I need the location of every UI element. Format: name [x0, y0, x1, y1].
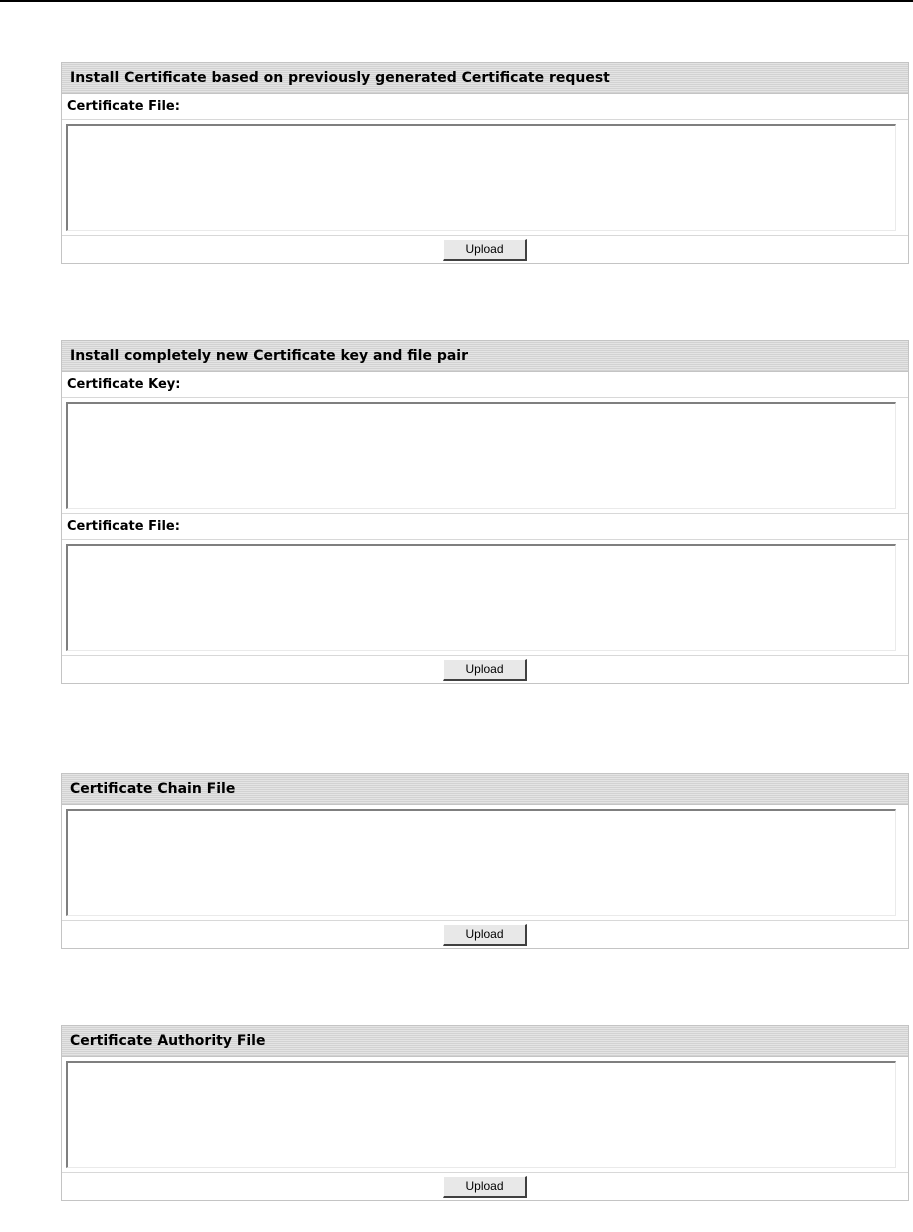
- textarea-cell: [62, 398, 908, 514]
- top-divider: [0, 0, 913, 2]
- certificate-file-textarea[interactable]: [66, 124, 896, 231]
- install-new-key-pair-panel: [61, 340, 909, 684]
- textarea-cell: [62, 120, 908, 236]
- button-row: [62, 1173, 908, 1200]
- panel-title: Install completely new Certificate key and file pair: [62, 341, 908, 372]
- upload-button[interactable]: Upload: [443, 659, 527, 681]
- upload-button[interactable]: Upload: [443, 239, 527, 261]
- button-row: [62, 921, 908, 948]
- panel-title: Certificate Chain File: [62, 774, 908, 805]
- certificate-key-textarea[interactable]: [66, 402, 896, 509]
- panel-title: Install Certificate based on previously generated Certificate request: [62, 63, 908, 94]
- upload-button[interactable]: Upload: [443, 924, 527, 946]
- button-row: [62, 656, 908, 683]
- certificate-file-label: Certificate File:: [62, 514, 908, 540]
- certificate-authority-panel: [61, 1025, 909, 1201]
- certificate-chain-panel: [61, 773, 909, 949]
- button-row: [62, 236, 908, 263]
- textarea-cell: [62, 805, 908, 921]
- upload-button[interactable]: Upload: [443, 1176, 527, 1198]
- textarea-cell: [62, 1057, 908, 1173]
- certificate-file-textarea[interactable]: [66, 544, 896, 651]
- install-from-request-panel: [61, 62, 909, 264]
- certificate-chain-textarea[interactable]: [66, 809, 896, 916]
- certificate-file-label: Certificate File:: [62, 94, 908, 120]
- textarea-cell: [62, 540, 908, 656]
- certificate-authority-textarea[interactable]: [66, 1061, 896, 1168]
- certificate-key-label: Certificate Key:: [62, 372, 908, 398]
- panel-title: Certificate Authority File: [62, 1026, 908, 1057]
